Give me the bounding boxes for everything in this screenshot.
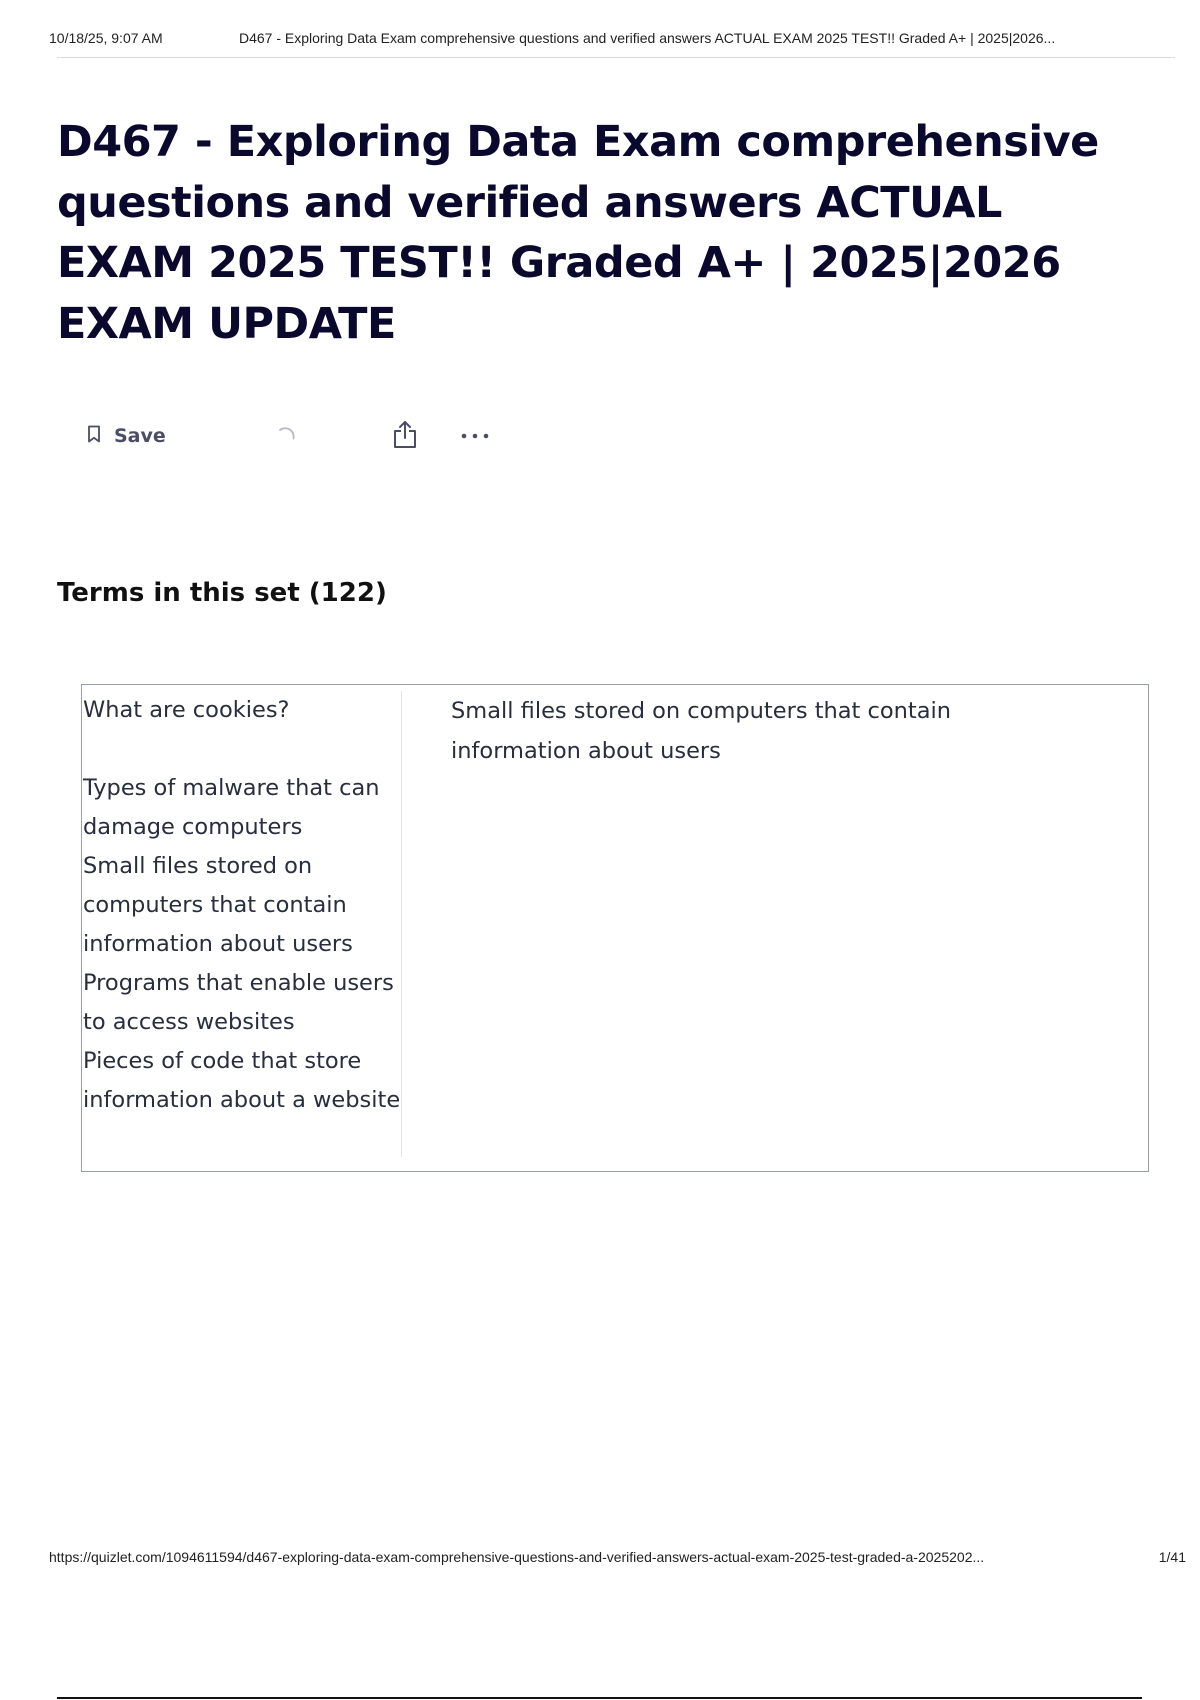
- more-options-icon: [460, 427, 490, 445]
- action-bar: [86, 418, 490, 454]
- term-side: [82, 691, 402, 1157]
- loading-spinner-icon: [276, 425, 298, 447]
- bottom-divider: [57, 1697, 1142, 1699]
- save-button[interactable]: [86, 424, 276, 449]
- save-label: Save: [114, 425, 166, 447]
- share-button[interactable]: [392, 419, 418, 454]
- print-url: https://quizlet.com/1094611594/d467-exploring-data-exam-comprehensive-questions-and-verified-answers-actual-exam-2025-test-graded-a-2025202...: [49, 1549, 985, 1565]
- term-option: Types of malware that can damage computers: [83, 775, 380, 840]
- more-options-button[interactable]: [460, 427, 490, 445]
- bookmark-icon: [86, 424, 102, 449]
- print-date: 10/18/25, 9:07 AM: [49, 30, 163, 46]
- term-option: Programs that enable users to access websites: [83, 970, 394, 1035]
- term-card[interactable]: [81, 684, 1149, 1172]
- term-option: Pieces of code that store information about a website: [83, 1048, 401, 1113]
- print-header: [49, 28, 1178, 48]
- terms-heading: Terms in this set (122): [57, 578, 387, 608]
- page-title: D467 - Exploring Data Exam comprehensive questions and verified answers ACTUAL EXAM 2025 TEST!! Graded A+ | 2025|2026 EXAM UPDATE: [57, 117, 1099, 349]
- term-option: Small files stored on computers that contain information about users: [83, 853, 353, 957]
- definition-text: Small files stored on computers that contain information about users: [451, 698, 952, 764]
- share-icon: [392, 419, 418, 454]
- print-doc-title: D467 - Exploring Data Exam comprehensive questions and verified answers ACTUAL EXAM 2025 TEST!! Graded A+ | 2025|2026...: [239, 30, 1056, 46]
- print-footer: [49, 1549, 1186, 1565]
- page-number: 1/41: [1158, 1549, 1186, 1565]
- header-divider: [57, 57, 1175, 58]
- term-question: What are cookies?: [83, 697, 290, 723]
- definition-side: [402, 685, 1148, 1171]
